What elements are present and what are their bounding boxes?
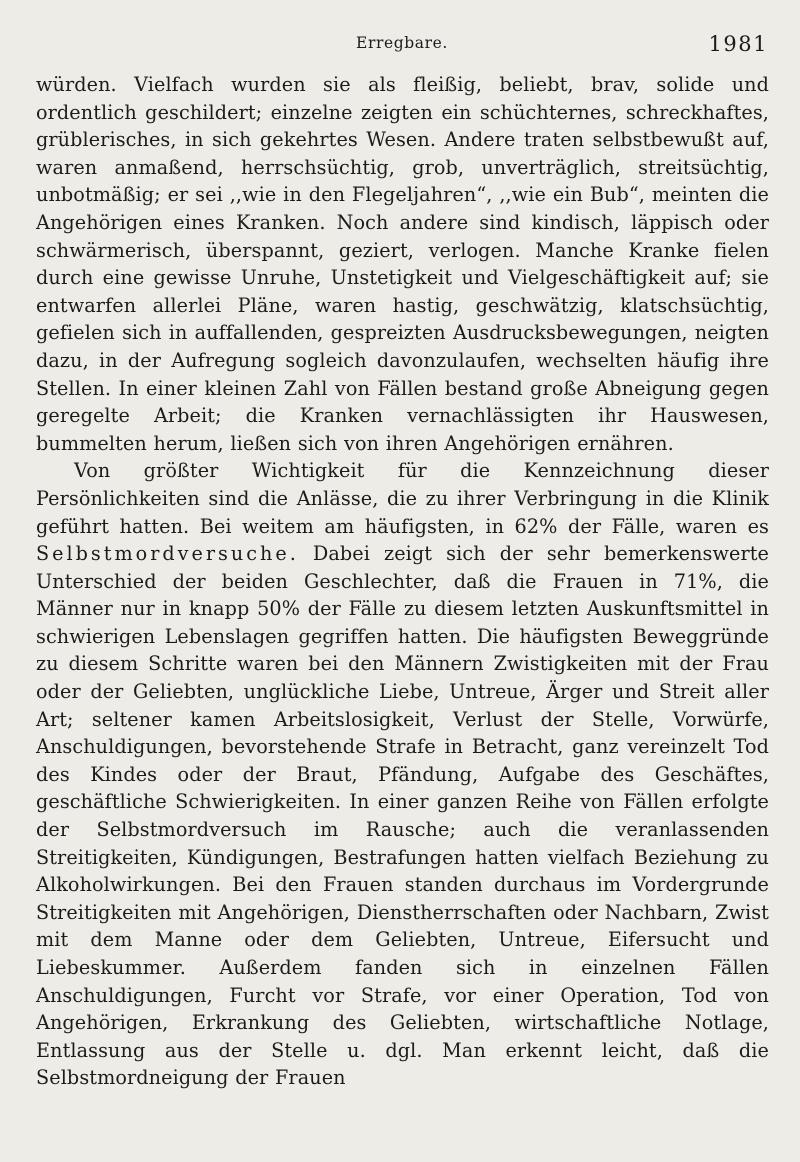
body-text — [36, 71, 769, 1092]
paragraph-1: würden. Vielfach wurden sie als fleißig, beliebt, brav, solide und ordentlich geschildert; einzelne zeigten ein schüchternes, schreckhaftes, grüblerisches, in sich gekehrtes Wesen. Andere traten selbstbewußt auf, waren anmaßend, herrschsüchtig, grob, unverträglich, streitsüchtig, unbotmäßig; er sei ,,wie in den Flegeljahren“, ,,wie ein Bub“, meinten die Angehörigen eines Kranken. Noch andere sind kindisch, läppisch oder schwärmerisch, überspannt, geziert, verlogen. Manche Kranke fielen durch eine gewisse Unruhe, Unstetigkeit und Vielgeschäftigkeit auf; sie entwarfen allerlei Pläne, waren hastig, geschwätzig, klatschsüchtig, gefielen sich in auffallenden, gespreizten Ausdrucksbewegungen, neigten dazu, in der Aufregung sogleich davonzulaufen, wechselten häufig ihre Stellen. In einer kleinen Zahl von Fällen bestand große Abneigung gegen geregelte Arbeit; die Kranken vernachlässigten ihr Hauswesen, bummelten herum, ließen sich von ihren Angehörigen ernähren. — [36, 73, 769, 455]
paragraph-2-text-b: Dabei zeigt sich der sehr bemerkenswerte Unterschied der beiden Geschlechter, daß die Frauen in 71%, die Männer nur in knapp 50% der Fälle zu diesem letzten Auskunftsmittel in schwierigen Lebenslagen gegriffen hatten. Die häufigsten Beweggründe zu diesem Schritte waren bei den Männern Zwistigkeiten mit der Frau oder der Geliebten, unglückliche Liebe, Untreue, Ärger und Streit aller Art; seltener kamen Arbeitslosigkeit, Verlust der Stelle, Vorwürfe, Anschuldigungen, bevorstehende Strafe in Betracht, ganz vereinzelt Tod des Kindes oder der Braut, Pfändung, Aufgabe des Geschäftes, geschäftliche Schwierigkeiten. In einer ganzen Reihe von Fällen erfolgte der Selbstmordversuch im Rausche; auch die veranlassenden Streitigkeiten, Kündigungen, Bestrafungen hatten vielfach Beziehung zu Alkoholwirkungen. Bei den Frauen standen durchaus im Vordergrunde Streitigkeiten mit Angehörigen, Dienstherrschaften oder Nachbarn, Zwist mit dem Manne oder dem Geliebten, Untreue, Eifersucht und Liebeskummer. Außerdem fanden sich in einzelnen Fällen Anschuldigungen, Furcht vor Strafe, vor einer Operation, Tod von Angehörigen, Erkrankung des Geliebten, wirtschaftliche Notlage, Entlassung aus der Stelle u. dgl. Man erkennt leicht, daß die Selbstmordneigung der Frauen — [36, 542, 769, 1090]
page-number: 1981 — [708, 32, 768, 56]
page-header — [36, 30, 768, 60]
emphasized-term: Selbstmordversuche. — [36, 542, 299, 566]
paragraph-2-text-a: Von größter Wichtigkeit für die Kennzeichnung dieser Persönlichkeiten sind die Anlässe, die zu ihrer Verbringung in die Klinik geführt hatten. Bei weitem am häufigsten, in 62% der Fälle, waren es — [36, 459, 769, 538]
running-title: Erregbare. — [356, 34, 448, 52]
paragraph-2 — [36, 457, 769, 1092]
